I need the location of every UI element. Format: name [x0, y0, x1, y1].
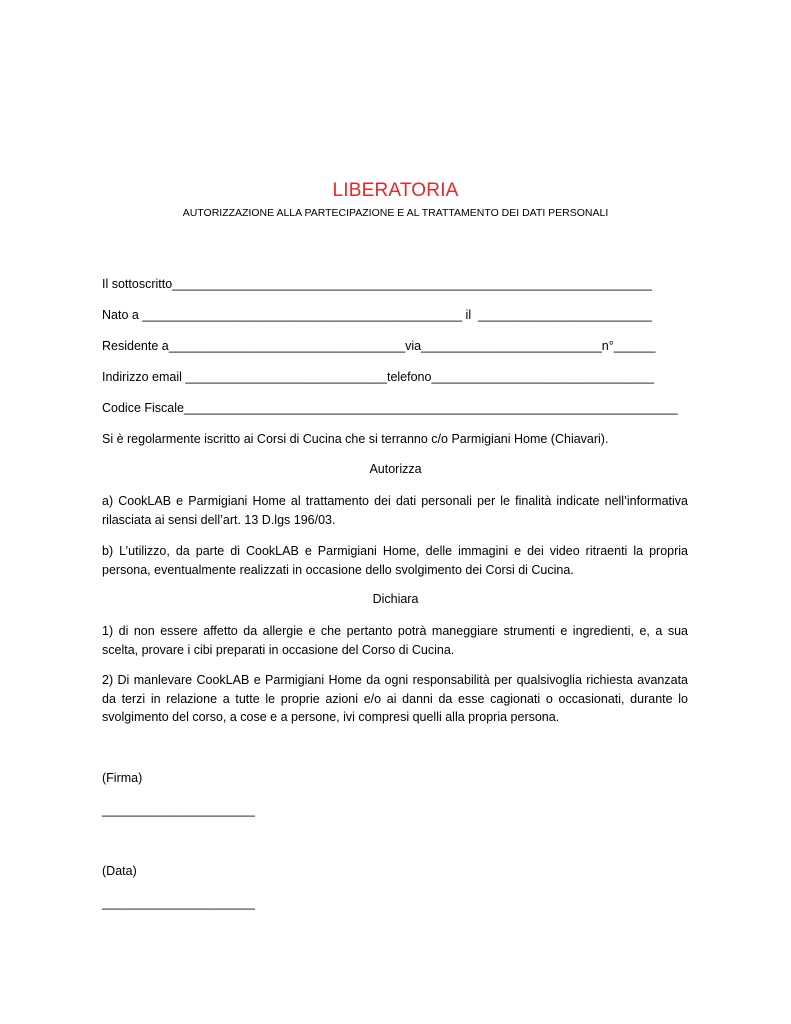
date-line: ______________________ — [102, 896, 255, 910]
signature-line: ______________________ — [102, 803, 255, 817]
signature-label: (Firma) — [102, 771, 143, 785]
paragraph-b: b) L’utilizzo, da parte di CookLAB e Parmigiani Home, delle immagini e dei video ritraenti la propria persona, eventualmente realizzati in occasione dello svolgimento dei Corsi di Cucina. — [102, 544, 688, 577]
document-subtitle: AUTORIZZAZIONE ALLA PARTECIPAZIONE E AL TRATTAMENTO DEI DATI PERSONALI — [182, 207, 609, 219]
field-sottoscritto: Il sottoscritto_____________________________________________________________________ — [102, 277, 652, 291]
field-codice-fiscale: Codice Fiscale_______________________________________________________________________ — [102, 401, 678, 415]
intro-text: Si è regolarmente iscritto ai Corsi di Cucina che si terranno c/o Parmigiani Home (Chiavari). — [102, 432, 609, 446]
field-residente: Residente a__________________________________via__________________________n°______ — [102, 339, 656, 353]
heading-dichiara: Dichiara — [372, 592, 419, 606]
date-label: (Data) — [102, 864, 137, 878]
heading-autorizza: Autorizza — [369, 462, 422, 476]
field-email: Indirizzo email _____________________________telefono________________________________ — [102, 370, 654, 384]
paragraph-2: 2) Di manlevare CookLAB e Parmigiani Home da ogni responsabilità per qualsivoglia richiesta avanzata da terzi in relazione a tutte le proprie azioni e/o ai danni da esse cagionati o occasionati, durante lo svolgimento del corso, a cose e a persone, ivi compresi quelli alla propria persona. — [102, 673, 688, 724]
paragraph-a: a) CookLAB e Parmigiani Home al trattamento dei dati personali per le finalità indicate nell’informativa rilasciata ai sensi dell’art. 13 D.lgs 196/03. — [102, 494, 688, 527]
field-nato: Nato a ______________________________________________ il _________________________ — [102, 308, 652, 322]
paragraph-1: 1) di non essere affetto da allergie e che pertanto potrà maneggiare strumenti e ingredienti, e, a sua scelta, provare i cibi preparati in occasione del Corso di Cucina. — [102, 624, 688, 657]
document-title: LIBERATORIA — [332, 180, 459, 201]
